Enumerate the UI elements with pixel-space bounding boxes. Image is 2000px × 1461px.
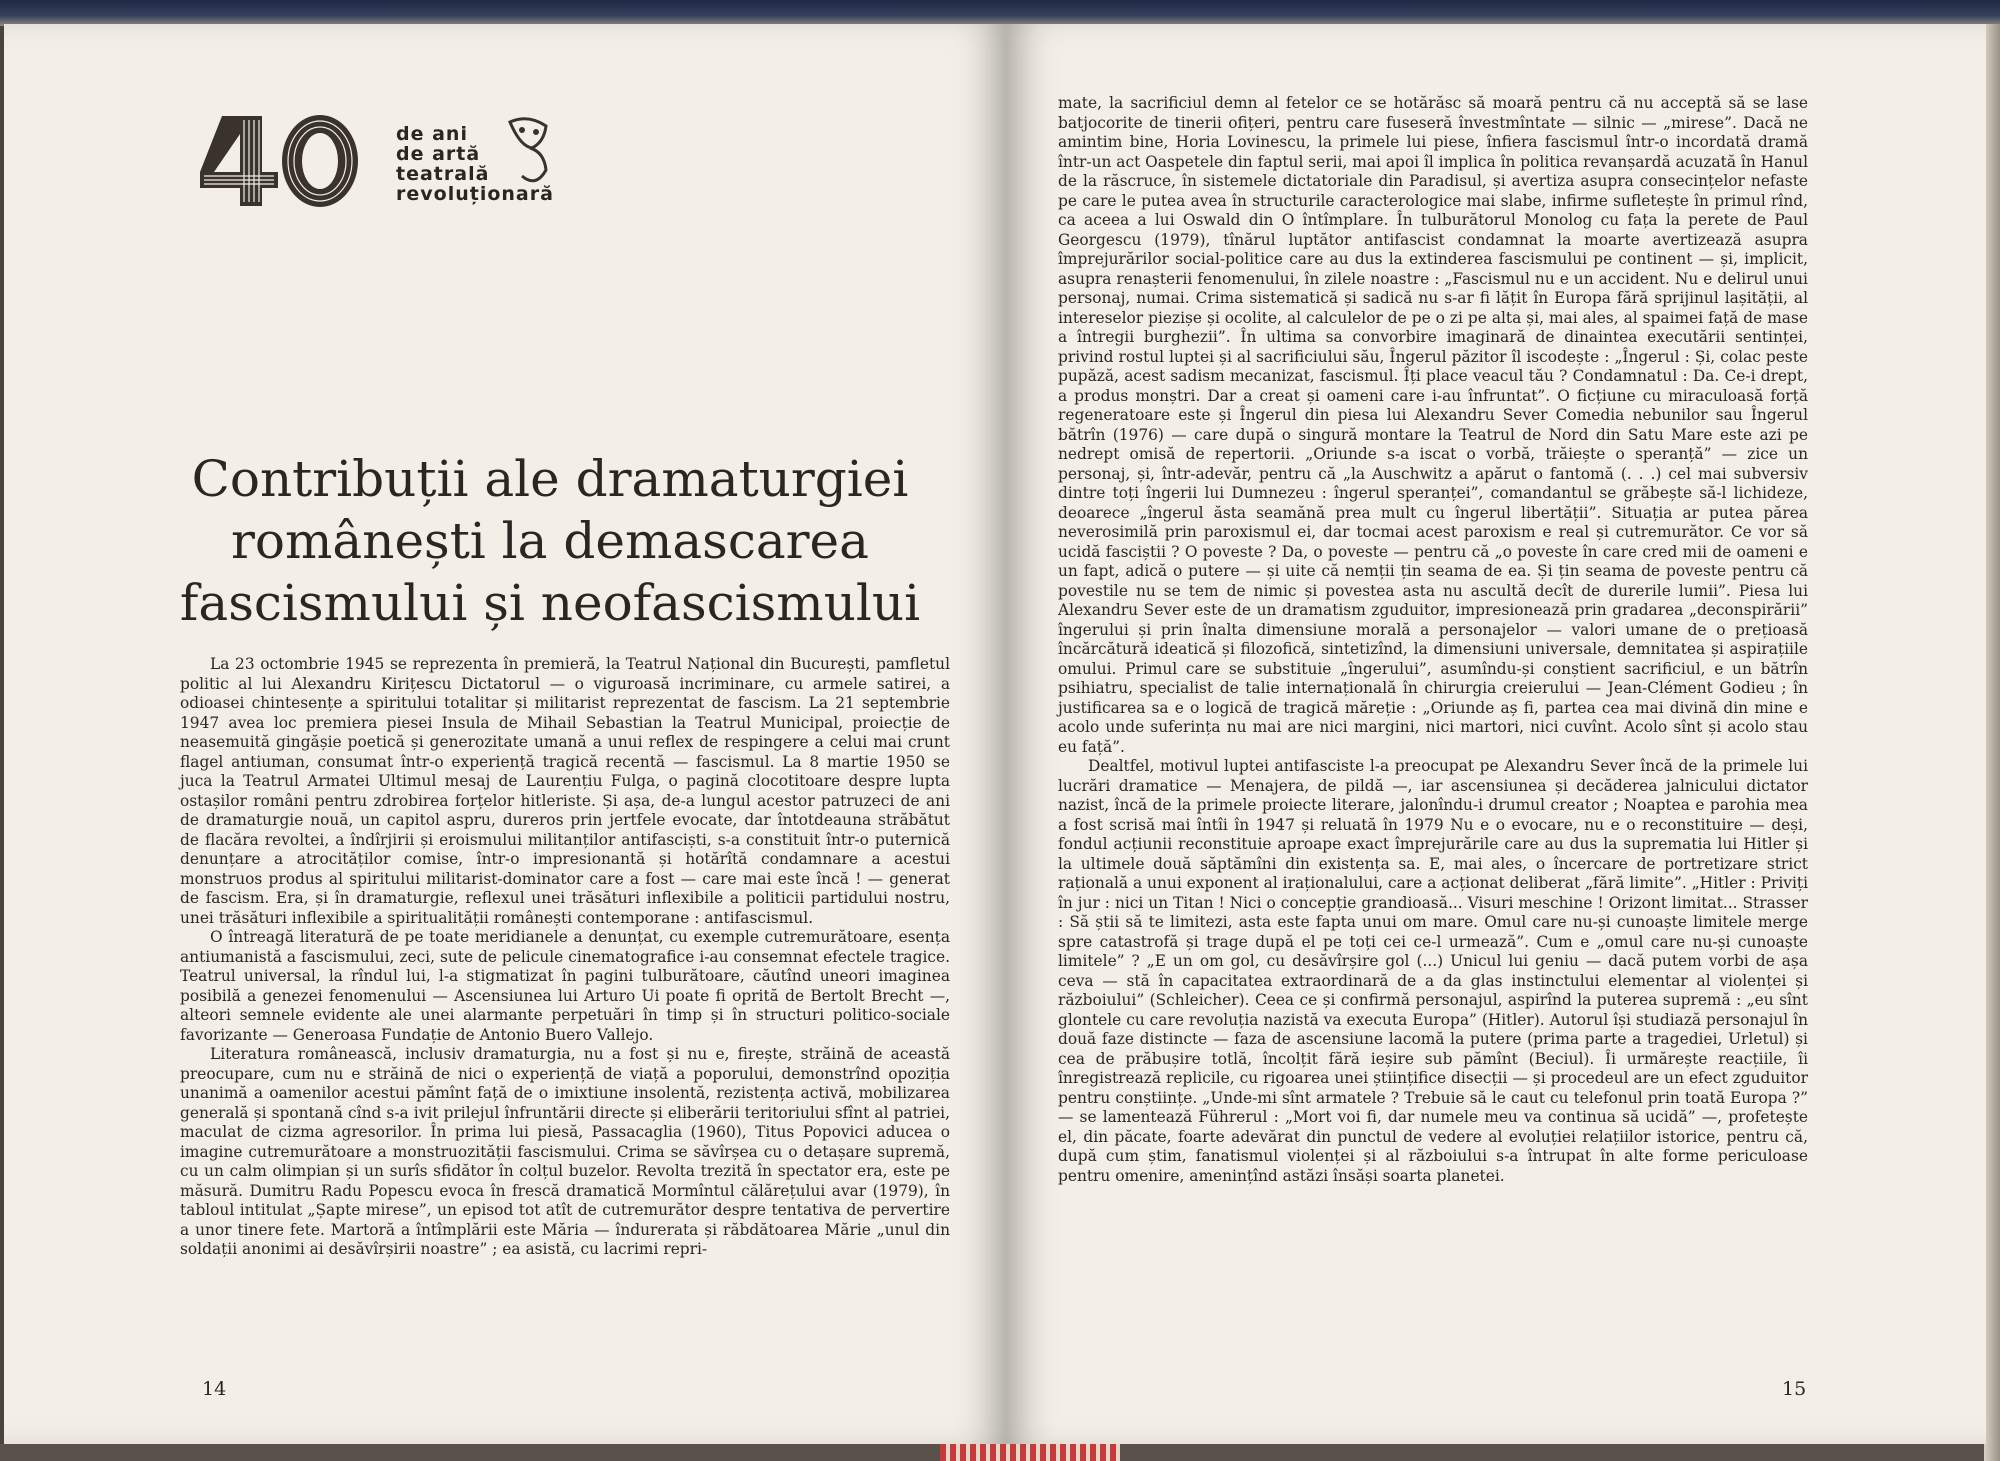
masthead-caption	[396, 124, 554, 204]
masthead-line-3: teatrală	[396, 163, 490, 185]
right-paragraph-1: mate, la sacrificiul demn al fetelor ce se hotărăsc să moară pentru că nu acceptă să se lase batjocorite de tinerii ofițeri, pentru care fuseseră învestmîntate — silnic — „mirese”. Dacă ne amintim bine, Horia Lovinescu, la primele lui piese, înfiera fascismul într-o incordată dramă într-un act Oaspetele din faptul serii, mai apoi îl implica în politica revanșardă acuzată în Hanul de la răscruce, în sistemele dictatoriale din Paradisul, și avertiza asupra consecințelor nefaste pe care le putea avea în structurile caracterologice mai slabe, infirme sufletește în primul rînd, ca aceea a lui Oswald din O întîmplare. În tulburătorul Monolog cu fața la perete de Paul Georgescu (1979), tînărul luptător antifascist condamnat la moarte avertizează asupra împrejurărilor social-politice care au dus la extinderea fascismului pe continent — și, implicit, asupra renașterii fenomenului, în zilele noastre : „Fascismul nu e un accident. Nu e delirul unui personaj, numai. Crima sistematică și sadică nu s-ar fi lățit în Europa fără sprijinul lașității, al intereselor piezișe și ocolite, al calculelor de pe o zi pe alta și, mai ales, al spaimei față de mase a întregii burghezii”. În ultima sa convorbire imaginară de dinaintea executării sentinței, privind rostul luptei și al sacrificiului său, Îngerul păzitor îl iscodește : „Îngerul : Și, colac peste pupăză, acest sadism mecanizat, fascismul. Îți place veacul tău ? Condamnatul : Da. Ce-i drept, a produs monștri. Dar a creat și oameni care i-au înfruntat”. O ficțiune cu miraculoasă forță regeneratoare este și Îngerul din piesa lui Alexandru Sever Comedia nebunilor sau Îngerul bătrîn (1976) — care după o singură montare la Teatrul de Nord din Satu Mare este azi pe nedrept omisă de repertorii. „Oriunde s-a iscat o vorbă, trăiește o speranță” — zice un personaj, și, într-adevăr, pentru că „la Auschwitz a apărut o fantomă (. . .) cel mai subversiv dintre toți îngerii lui Dumnezeu : îngerul speranței”, comandantul se grăbește să-l lichideze, deoarece „îngerul ăsta seamănă prea mult cu îngerul libertății”. Situația ar putea părea neverosimilă prin paroxismul ei, dar tocmai acest paroxism e real și cutremurător. Ce vor să ucidă fasciștii ? O poveste ? Da, o poveste — pentru că „o poveste în care cred mii de oameni e un fapt, adică o putere — și uite că nemții țin seama de ea. Și țin seama de poveste pentru că povestile nu se tem de nimic și povestea asta nu ascultă decît de durerile lumii”. Piesa lui Alexandru Sever este de un dramatism zguduitor, impresionează prin gradarea „deconspirării” îngerului și prin înalta dimensiune morală a personajelor — valori umane de o prețioasă încărcătură ideatică și filozofică, sintetizînd, la dimensiuni universale, demnitatea și aspirațiile omului. Primul care se substituie „îngerului”, asumîndu-și conștient sacrificiul, e un bătrîn psihiatru, specialist de talie internațională în chirurgia creierului — Jean-Clément Godieu ; în justificarea sa e o logică de tragică măreție : „Oriunde aș fi, partea cea mai divină din mine e acolo unde suferința nu mai are nici margini, nici martori, nici cuvînt. Acolo sînt și acolo stau eu față”.	[1058, 94, 1808, 756]
masthead-line-2: de artă	[396, 143, 481, 165]
masthead-line-4: revoluționară	[396, 183, 554, 205]
right-column-text	[1058, 94, 1808, 1186]
masthead	[200, 108, 580, 218]
spine-headband	[940, 1444, 1120, 1461]
left-paragraph-3: Literatura românească, inclusiv dramaturgia, nu a fost și nu e, firește, străină de această preocupare, cum nu e străină de nici o experiență de viață a poporului, demonstrînd opoziția unanimă a oamenilor acestui pămînt față de o imixtiune insolentă, rezistența activă, mobilizarea generală și spontană cînd s-a ivit prilejul înfruntării directe și eliberării teritoriului sfînt al patriei, maculat de cizma agresorilor. În prima lui piesă, Passacaglia (1960), Titus Popovici aducea o imagine cutremurătoare a monstruozității fascismului. Crima se săvîrșea cu o detașare supremă, cu un calm olimpian și un surîs sfidător în colțul buzelor. Revolta trezită în spectator era, este pe măsură. Dumitru Radu Popescu evoca în frescă dramatică Mormîntul călărețului avar (1979), în tabloul intitulat „Șapte mirese”, un episod tot atît de cutremurător despre tentativa de pervertire a unor tinere fete. Martoră a întîmplării este Măria — îndurerata și răbdătoarea Mărie „unul din soldații anonimi ai desăvîrșirii noastre” ; ea asistă, cu lacrimi repri-	[180, 1045, 950, 1258]
left-column-text	[180, 655, 950, 1260]
title-line-1: Contribuții ale dramaturgiei	[191, 450, 909, 508]
right-paragraph-2: Dealtfel, motivul luptei antifasciste l-a preocupat pe Alexandru Sever încă de la primele lui lucrări dramatice — Menajera, de pildă —, iar ascensiunea și decăderea jalnicului dictator nazist, încă de la primele proiecte literare, jalonîndu-i drumul creator ; Noaptea e parohia mea a fost scrisă mai întîi în 1947 și reluată în 1979 Nu e o evocare, nu e o reconstituire — deși, fondul acțiunii reconstituie aproape exact împrejurările care au dus la suprematia lui Hitler și la ultimele două săptămîni din existența sa. E, mai ales, o încercare de portretizare strict rațională a unui exponent al iraționalului, care a acționat deliberat „fără limite”. „Hitler : Priviți în jur : nici un Titan ! Nici o concepție grandioasă... Visuri meschine ! Orizont limitat... Strasser : Să știi să te limitezi, asta este fapta unui om mare. Omul care nu-și cunoaște limitele merge spre catastrofă și trage după el pe toți cei ce-l urmează”. Cum e „omul care nu-și cunoaște limitele” ? „E un om gol, cu desăvîrșire gol (...) Unicul lui geniu — dacă putem vorbi de așa ceva — stă în capacitatea extraordinară de a da glas instinctului elementar al violenței și războiului” (Schleicher). Ceea ce și confirmă personajul, aspirînd la puterea supremă : „eu sînt glontele cu care revoluția nazistă va executa Europa” (Hitler). Autorul își studiază personajul în două faze distincte — faza de ascensiune lacomă la putere (prima parte a tragediei, Urletul) și cea de prăbușire totlă, încolțit fără ieșire sub pămînt (Beciul). Îi urmărește reacțiile, îi înregistrează replicile, cu rigoarea unei științifice disecții — și procedeul are un efect zguduitor pentru conștiințe. „Unde-mi sînt armatele ? Trebuie să le caut cu telefonul prin toată Europa ?” — se lamentează Führerul : „Mort voi fi, dar numele meu va continua să ucidă” —, profetește el, din păcate, foarte adevărat din punctul de vedere al evoluției relațiilor istorice, pentru că, după cum știm, fanatismul violenței și al războiului s-a întrupat în alte forme periculoase pentru omenire, amenințînd astăzi însăși soarta planetei.	[1058, 757, 1808, 1185]
left-paragraph-1: La 23 octombrie 1945 se reprezenta în premieră, la Teatrul Național din București, pamfletul politic al lui Alexandru Kirițescu Dictatorul — o viguroasă incriminare, cu armele satirei, a odioasei chintesențe a spiritului totalitar și militarist reprezentat de fascism. La 21 septembrie 1947 avea loc premiera piesei Insula de Mihail Sebastian la Teatrul Municipal, proiecție de neasemuită gingășie poetică și generozitate umană a unui reflex de respingere a celui mai crunt flagel antiuman, consumat într-o experiență tragică recentă — fascismul. La 8 martie 1950 se juca la Teatrul Armatei Ultimul mesaj de Laurențiu Fulga, o pagină clocotitoare despre lupta ostașilor români pentru zdrobirea forțelor hitleriste. Și așa, de-a lungul acestor patruzeci de ani de dramaturgie nouă, un capitol aspru, dureros prin jertfele evocate, dar întotdeauna străbătut de flacăra revoltei, a îndîrjirii și eroismului militanților antifasciști, s-a constituit într-o puternică denunțare a atrocităților comise, într-o impresionantă și hotărîtă condamnare a acestui monstruos produs al spiritului militarist-dominator care a fost — care mai este încă ! — generat de fascism. Era, și în dramaturgie, reflexul unei trăsături inflexibile a politicii partidului nostru, unei trăsături inflexibile a spiritualității românești contemporane : antifascismul.	[180, 655, 950, 927]
binding-top	[0, 0, 2000, 26]
title-line-3: fascismului și neofascismului	[179, 574, 921, 632]
page-number-left: 14	[202, 1378, 227, 1400]
page-number-right: 15	[1782, 1378, 1807, 1400]
masthead-line-1: de ani	[396, 123, 468, 145]
left-paragraph-2: O întreagă literatură de pe toate meridianele a denunțat, cu exemple cutremurătoare, esența antiumanistă a fascismului, zeci, sute de pelicule cinematografice i-au consemnat efectele tragice. Teatrul universal, la rîndul lui, l-a stigmatizat în pagini tulburătoare, căutînd uneori imaginea posibilă a genezei fenomenului — Ascensiunea lui Arturo Ui poate fi oprită de Bertolt Brecht —, alteori semnele evidente ale unei alarmante perpetuări în timp și în structuri politico-sociale favorizante — Generoasa Fundație de Antonio Buero Vallejo.	[180, 928, 950, 1044]
title-line-2: românești la demascarea	[231, 512, 869, 570]
page-edges	[1984, 24, 2000, 1461]
article-title	[170, 448, 930, 634]
